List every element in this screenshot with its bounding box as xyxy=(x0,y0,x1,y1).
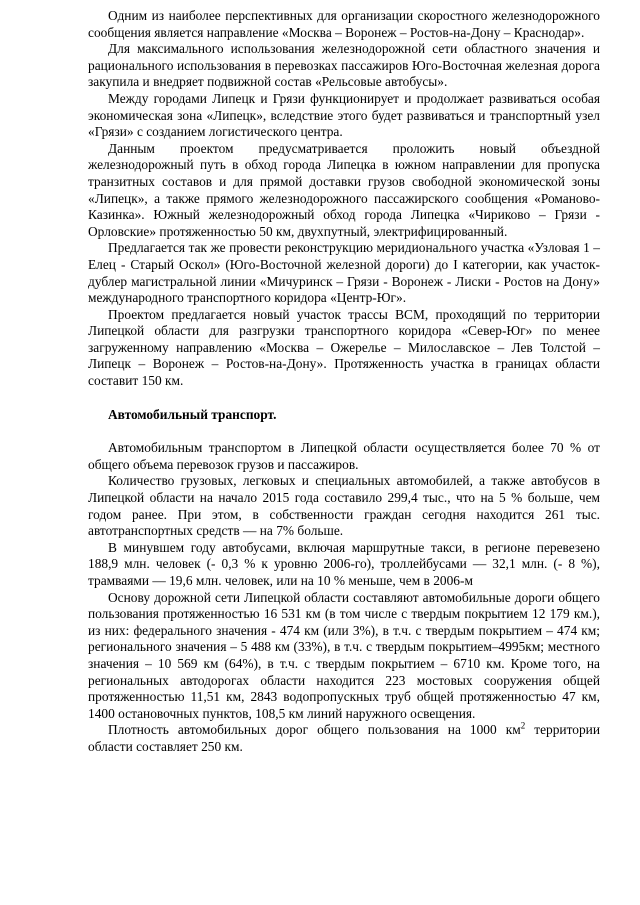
section-heading: Автомобильный транспорт. xyxy=(108,406,277,422)
paragraph-density xyxy=(88,722,600,755)
paragraph-rail-3: Между городами Липецк и Грязи функционирует и продолжает развиваться особая экономическая зона «Липецк», вследствие этого будет развиваться и транспортный узел «Грязи» с созданием логистического центра. xyxy=(88,90,600,140)
density-superscript: 2 xyxy=(520,720,526,731)
density-text-end: территории области составляет 250 км. xyxy=(88,722,600,754)
paragraph-rail-2: Для максимального использования железнодорожной сети областного значения и рационального использования в перевозках пассажиров Юго-Восточная железная дорога закупила и внедряет подвижной состав «Рельсовые автобусы». xyxy=(88,41,600,90)
paragraph-auto-4: Основу дорожной сети Липецкой области составляют автомобильные дороги общего пользования протяженностью 16 531 км (в том числе с твердым покрытием 12 179 км.), из них: федерального значения - 474 км (или 3%), в т.ч. с твердым покрытием – 474 км; регионального значения – 5 488 км (33%), в т.ч. с твердым покрытием–4995км; местного значения – 10 569 км (64%), в т.ч. с твердым покрытием – 6710 км. Кроме того, на региональных автодорогах области находится 223 мостовых сооружения общей протяженностью 11,51 км, 2843 водопропускных труб общей протяженностью 47 км, 1400 остановочных пунктов, 108,5 км линий наружного освещения. xyxy=(88,589,600,721)
paragraph-rail-5: Предлагается так же провести реконструкцию меридионального участка «Узловая 1 – Елец - Старый Оскол» (Юго-Восточной железной дороги) до I категории, как участок-дублер магистральной линии «Мичуринск – Грязи - Воронеж - Лиски - Ростов на Дону» международного транспортного коридора «Центр-Юг». xyxy=(88,240,600,306)
document-page xyxy=(88,8,600,756)
paragraph-rail-4: Данным проектом предусматривается проложить новый объездной железнодорожный путь в обход города Липецка в южном направлении для пропуска транзитных составов и для прямой доставки грузов свободной экономической зоны «Липецк», а также прямого железнодорожного пассажирского сообщения «Романово-Казинка». Южный железнодорожный обход города Липецка «Чириково – Грязи - Орловские» протяженностью 50 км, двухпутный, электрифицированный. xyxy=(88,140,600,239)
density-text-start: Плотность автомобильных дорог общего пользования на 1000 км xyxy=(108,722,521,738)
paragraph-rail-6: Проектом предлагается новый участок трассы ВСМ, проходящий по территории Липецкой области для разгрузки транспортного коридора «Север-Юг» по менее загруженному направлению «Москва – Ожерелье – Милославское – Лев Толстой – Липецк – Воронеж – Ростов-на-Дону». Протяженность участка в границах области составит 150 км. xyxy=(88,306,600,389)
spacer xyxy=(88,423,600,440)
paragraph-auto-1: Автомобильным транспортом в Липецкой области осуществляется более 70 % от общего объема перевозок грузов и пассажиров. xyxy=(88,440,600,472)
paragraph-auto-3: В минувшем году автобусами, включая маршрутные такси, в регионе перевезено 188,9 млн. человек (- 0,3 % к уровню 2006-го), троллейбусами — 32,1 млн. (- 8 %), трамваями — 19,6 млн. человек, или на 10 % меньше, чем в 2006-м xyxy=(88,539,600,588)
paragraph-auto-2: Количество грузовых, легковых и специальных автомобилей, а также автобусов в Липецкой области на начало 2015 года составило 299,4 тыс., что на 5 % больше, чем годом ранее. При этом, в собственности граждан сегодня находится 261 тыс. автотранспортных средств — на 7% больше. xyxy=(88,473,600,539)
spacer xyxy=(88,390,600,407)
paragraph-rail-1: Одним из наиболее перспективных для организации скоростного железнодорожного сообщения является направление «Москва – Воронеж – Ростов-на-Дону – Краснодар». xyxy=(88,8,600,40)
